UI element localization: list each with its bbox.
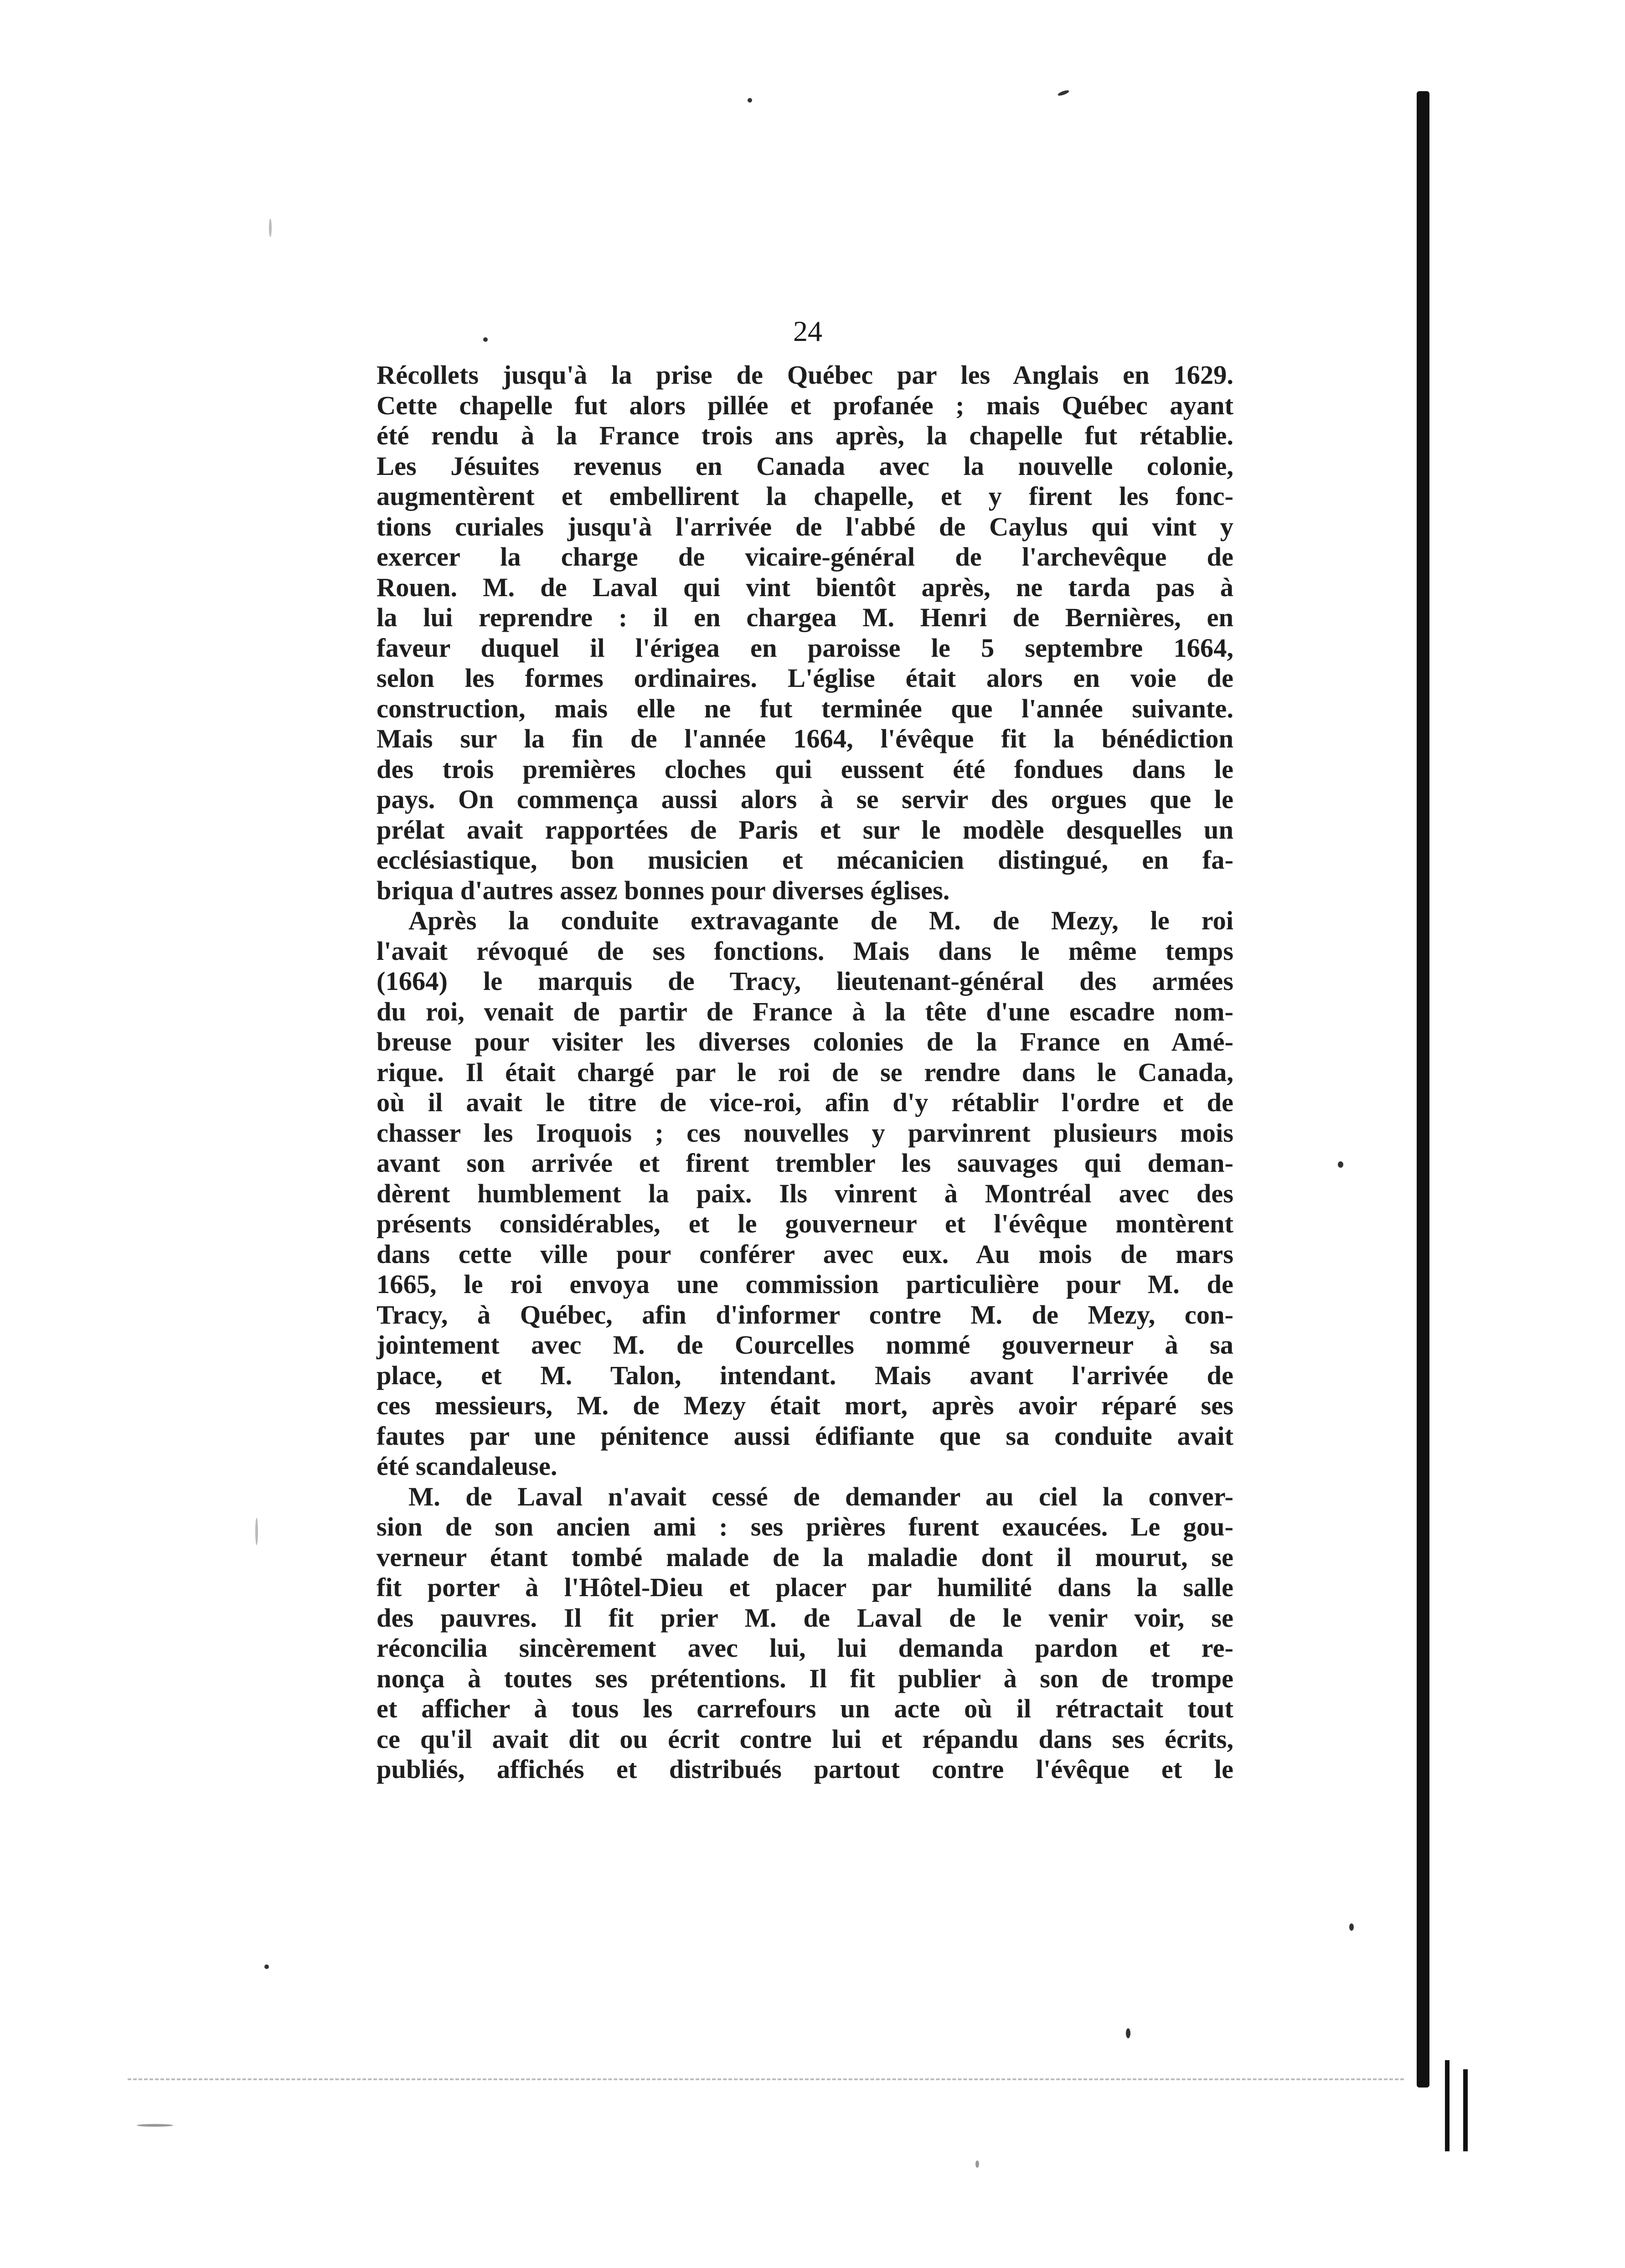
text-line: l'avait révoqué de ses fonctions. Mais dans le même temps [377,936,1233,966]
text-line: briqua d'autres assez bonnes pour diverses églises. [377,875,950,905]
scan-speck [1126,2028,1130,2038]
text-line: Après la conduite extravagante de M. de Mezy, le roi [408,906,1233,935]
scan-speck [264,1964,269,1969]
text-line: 1665, le roi envoya une commission particulière pour M. de [377,1269,1233,1299]
text-line: avant son arrivée et firent trembler les sauvages qui deman- [377,1148,1233,1178]
text-line: jointement avec M. de Courcelles nommé gouverneur à sa [377,1330,1233,1360]
text-line: Mais sur la fin de l'année 1664, l'évêque fit la bénédiction [377,724,1233,753]
text-line: faveur duquel il l'érigea en paroisse le 5 septembre 1664, [377,633,1233,663]
text-line: (1664) le marquis de Tracy, lieutenant-général des armées [377,966,1233,996]
text-line: Tracy, à Québec, afin d'informer contre M. de Mezy, con- [377,1299,1233,1330]
text-line: des trois premières cloches qui eussent été fondues dans le [377,754,1233,784]
text-line: exercer la charge de vicaire-général de l'archevêque de [377,542,1233,572]
text-line: tions curiales jusqu'à l'arrivée de l'abbé de Caylus qui vint y [377,511,1233,541]
text-line: rique. Il était chargé par le roi de se rendre dans le Canada, [377,1057,1233,1087]
text-line: breuse pour visiter les diverses colonies de la France en Amé- [377,1027,1233,1057]
text-line: M. de Laval n'avait cessé de demander au ciel la conver- [408,1481,1233,1511]
text-line: selon les formes ordinaires. L'église était alors en voie de [377,663,1233,693]
text-line: la lui reprendre : il en chargea M. Henri de Bernières, en [377,603,1233,632]
text-line: place, et M. Talon, intendant. Mais avant l'arrivée de [377,1360,1233,1390]
text-line: nonça à toutes ses prétentions. Il fit publier à son de trompe [377,1663,1233,1693]
text-line: ecclésiastique, bon musicien et mécanicien distingué, en fa- [377,845,1233,875]
page-number: 24 [793,315,822,347]
scan-speck [975,2160,979,2168]
text-line: été rendu à la France trois ans après, la chapelle fut rétablie. [377,421,1233,450]
text-line: réconcilia sincèrement avec lui, lui demanda pardon et re- [377,1633,1233,1663]
text-line: Cette chapelle fut alors pillée et profanée ; mais Québec ayant [377,390,1233,420]
text-line: ce qu'il avait dit ou écrit contre lui et répandu dans ses écrits, [377,1724,1233,1754]
binding-edge-bar [1417,91,1429,2088]
text-line: augmentèrent et embellirent la chapelle, et y firent les fonc- [377,481,1233,511]
text-line: verneur étant tombé malade de la maladie dont il mourut, se [377,1542,1233,1572]
text-line: publiés, affichés et distribués partout contre l'évêque et le [377,1754,1233,1784]
scan-speck [1349,1923,1354,1931]
text-line: Récollets jusqu'à la prise de Québec par les Anglais en 1629. [377,360,1233,390]
binding-edge-mark [1463,2069,1468,2151]
text-line: Les Jésuites revenus en Canada avec la nouvelle colonie, [377,451,1233,481]
text-line: du roi, venait de partir de France à la tête d'une escadre nom- [377,996,1233,1026]
scan-speck [137,2124,173,2127]
text-line: prélat avait rapportées de Paris et sur le modèle desquelles un [377,814,1233,845]
text-line: dans cette ville pour conférer avec eux. Au mois de mars [377,1239,1233,1269]
scan-speck [483,337,488,342]
scan-edge-line [128,2078,1404,2080]
text-line: des pauvres. Il fit prier M. de Laval de le venir voir, se [377,1603,1233,1633]
text-line: fit porter à l'Hôtel-Dieu et placer par humilité dans la salle [377,1572,1233,1602]
text-line: construction, mais elle ne fut terminée que l'année suivante. [377,693,1233,723]
text-line: été scandaleuse. [377,1451,557,1481]
text-line: et afficher à tous les carrefours un acte où il rétractait tout [377,1694,1233,1723]
text-line: présents considérables, et le gouverneur et l'évêque montèrent [377,1209,1233,1238]
body-text [377,360,1233,1785]
text-line: fautes par une pénitence aussi édifiante que sa conduite avait [377,1421,1233,1451]
text-line: où il avait le titre de vice-roi, afin d'y rétablir l'ordre et de [377,1088,1233,1117]
scan-speck [255,1518,258,1545]
scan-speck [748,98,752,103]
text-line: dèrent humblement la paix. Ils vinrent à Montréal avec des [377,1178,1233,1208]
scan-speck [269,219,272,237]
text-line: sion de son ancien ami : ses prières furent exaucées. Le gou- [377,1512,1233,1541]
text-line: ces messieurs, M. de Mezy était mort, après avoir réparé ses [377,1391,1233,1420]
binding-edge-mark [1445,2060,1450,2151]
text-line: Rouen. M. de Laval qui vint bientôt après, ne tarda pas à [377,572,1233,602]
text-line: pays. On commença aussi alors à se servir des orgues que le [377,784,1233,814]
scan-speck [1057,89,1069,97]
text-line: chasser les Iroquois ; ces nouvelles y parvinrent plusieurs mois [377,1118,1233,1148]
scan-speck [1338,1161,1343,1168]
